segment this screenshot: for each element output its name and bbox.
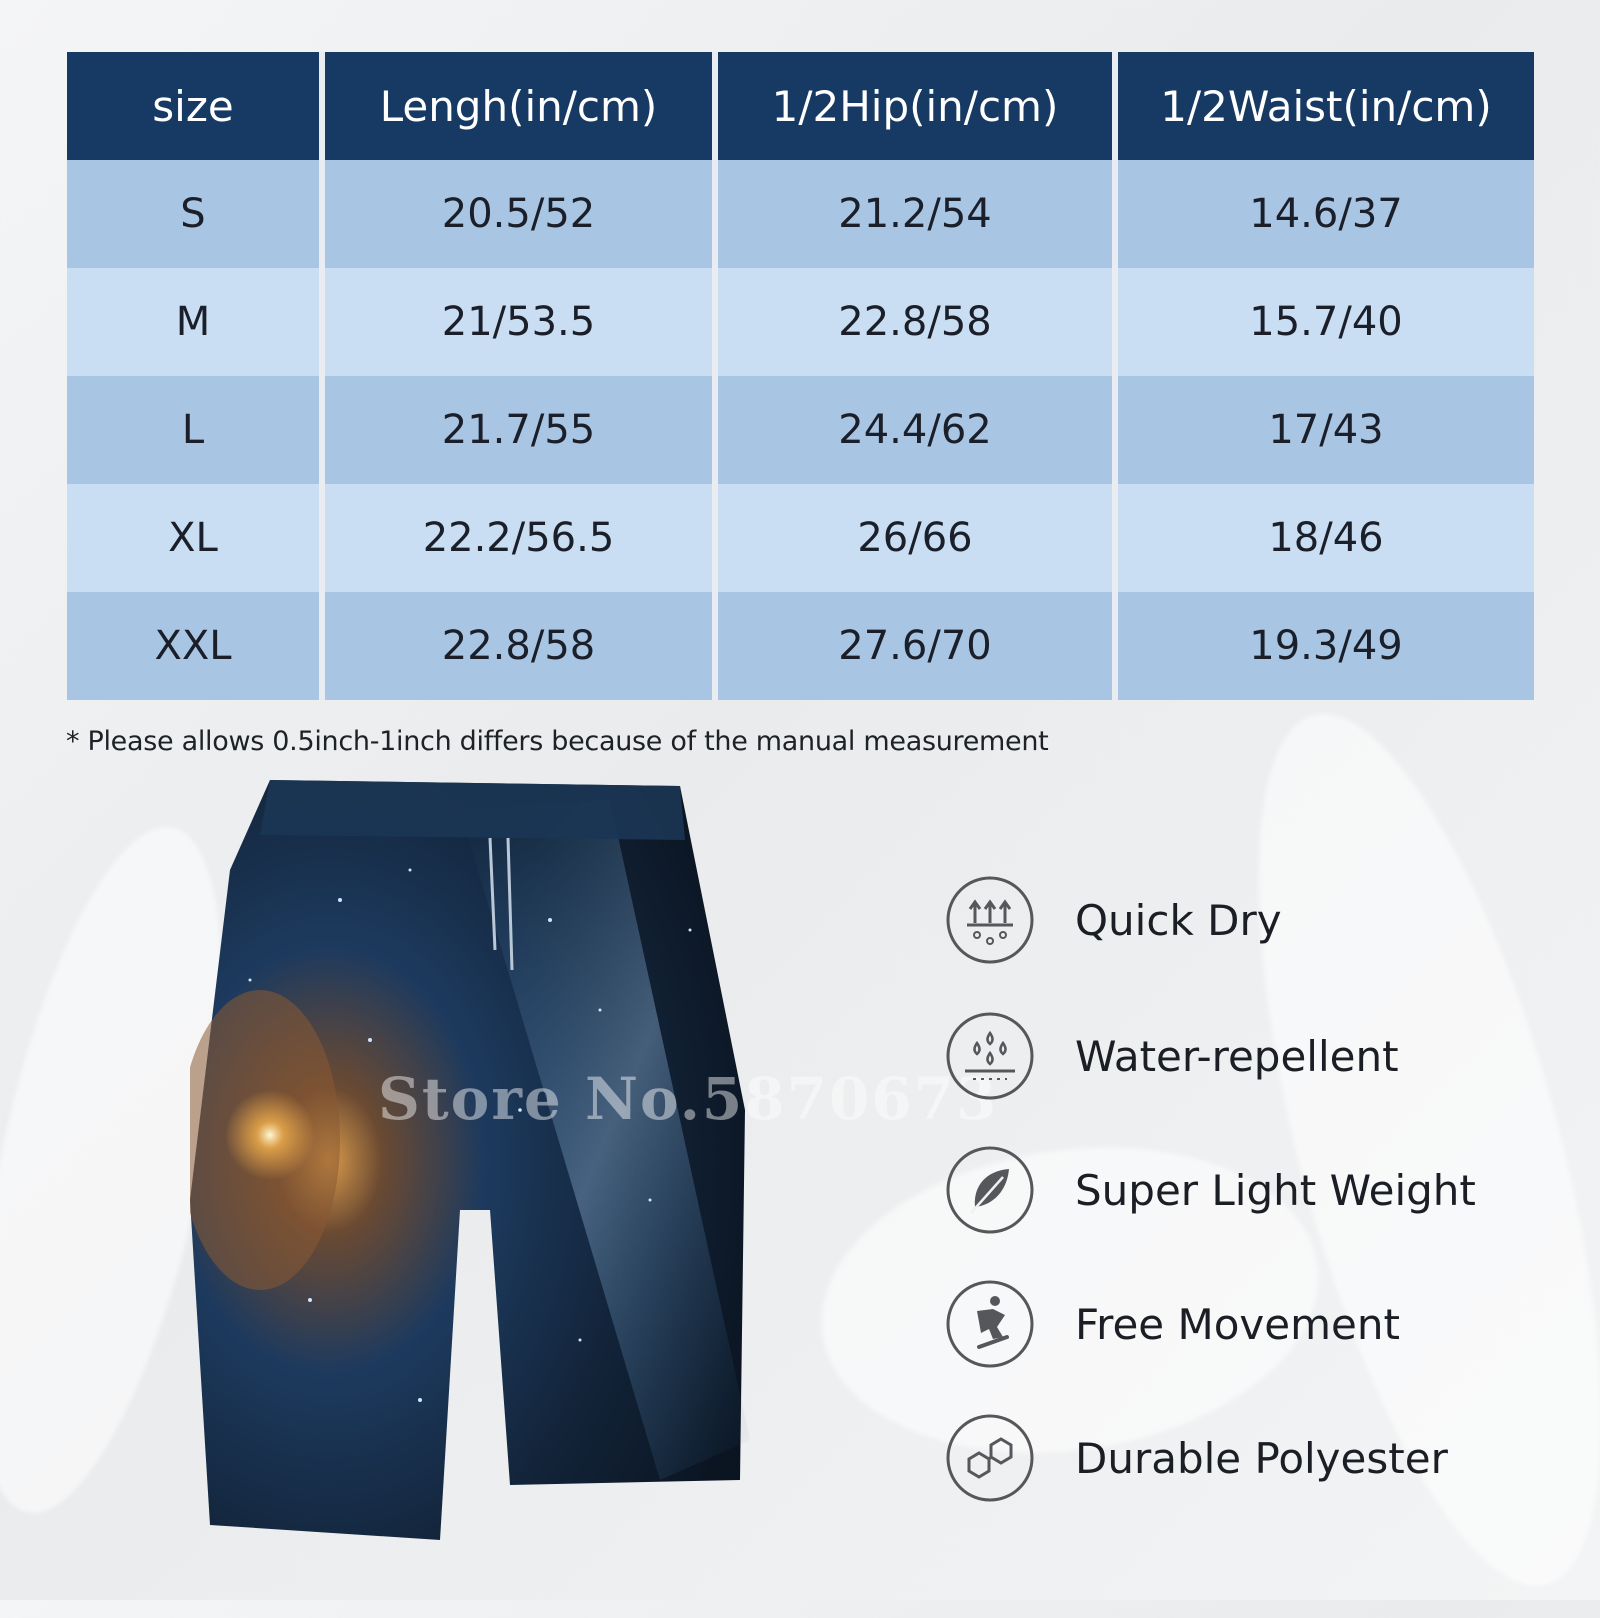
table-cell-waist: 19.3/49 bbox=[1118, 592, 1534, 700]
table-cell-length: 22.8/58 bbox=[325, 592, 718, 700]
galaxy-shorts-image bbox=[190, 780, 770, 1570]
header-length: Lengh(in/cm) bbox=[325, 52, 718, 160]
quick-dry-icon bbox=[945, 875, 1035, 965]
feature-label: Free Movement bbox=[1075, 1299, 1400, 1349]
header-size: size bbox=[67, 52, 325, 160]
table-cell-hip: 24.4/62 bbox=[718, 376, 1118, 484]
feature-label: Durable Polyester bbox=[1075, 1433, 1448, 1483]
table-cell-hip: 21.2/54 bbox=[718, 160, 1118, 268]
header-half-waist: 1/2Waist(in/cm) bbox=[1118, 52, 1534, 160]
hexagon-molecule-icon bbox=[945, 1413, 1035, 1503]
feature-super-light-weight bbox=[945, 1142, 1565, 1238]
table-cell-size: M bbox=[67, 268, 325, 376]
table-cell-hip: 22.8/58 bbox=[718, 268, 1118, 376]
table-cell-size: XL bbox=[67, 484, 325, 592]
table-cell-waist: 15.7/40 bbox=[1118, 268, 1534, 376]
table-cell-size: L bbox=[67, 376, 325, 484]
feature-label: Water-repellent bbox=[1075, 1031, 1399, 1081]
store-watermark: Store No.5870673 bbox=[378, 1065, 999, 1133]
table-cell-length: 22.2/56.5 bbox=[325, 484, 718, 592]
table-cell-length: 21.7/55 bbox=[325, 376, 718, 484]
table-cell-size: S bbox=[67, 160, 325, 268]
water-repellent-icon bbox=[945, 1011, 1035, 1101]
feather-icon bbox=[945, 1145, 1035, 1235]
table-cell-length: 20.5/52 bbox=[325, 160, 718, 268]
table-cell-size: XXL bbox=[67, 592, 325, 700]
table-cell-length: 21/53.5 bbox=[325, 268, 718, 376]
feature-label: Super Light Weight bbox=[1075, 1165, 1476, 1215]
feature-free-movement bbox=[945, 1276, 1565, 1372]
feature-water-repellent bbox=[945, 1008, 1565, 1104]
feature-label: Quick Dry bbox=[1075, 895, 1282, 945]
table-cell-hip: 27.6/70 bbox=[718, 592, 1118, 700]
measurement-note: * Please allows 0.5inch-1inch differs because of the manual measurement bbox=[66, 726, 1049, 757]
table-cell-hip: 26/66 bbox=[718, 484, 1118, 592]
size-chart-table bbox=[67, 52, 1534, 700]
feature-durable-polyester bbox=[945, 1410, 1565, 1506]
header-half-hip: 1/2Hip(in/cm) bbox=[718, 52, 1118, 160]
feature-quick-dry bbox=[945, 872, 1565, 968]
table-cell-waist: 17/43 bbox=[1118, 376, 1534, 484]
table-cell-waist: 18/46 bbox=[1118, 484, 1534, 592]
skateboarder-icon bbox=[945, 1279, 1035, 1369]
table-cell-waist: 14.6/37 bbox=[1118, 160, 1534, 268]
